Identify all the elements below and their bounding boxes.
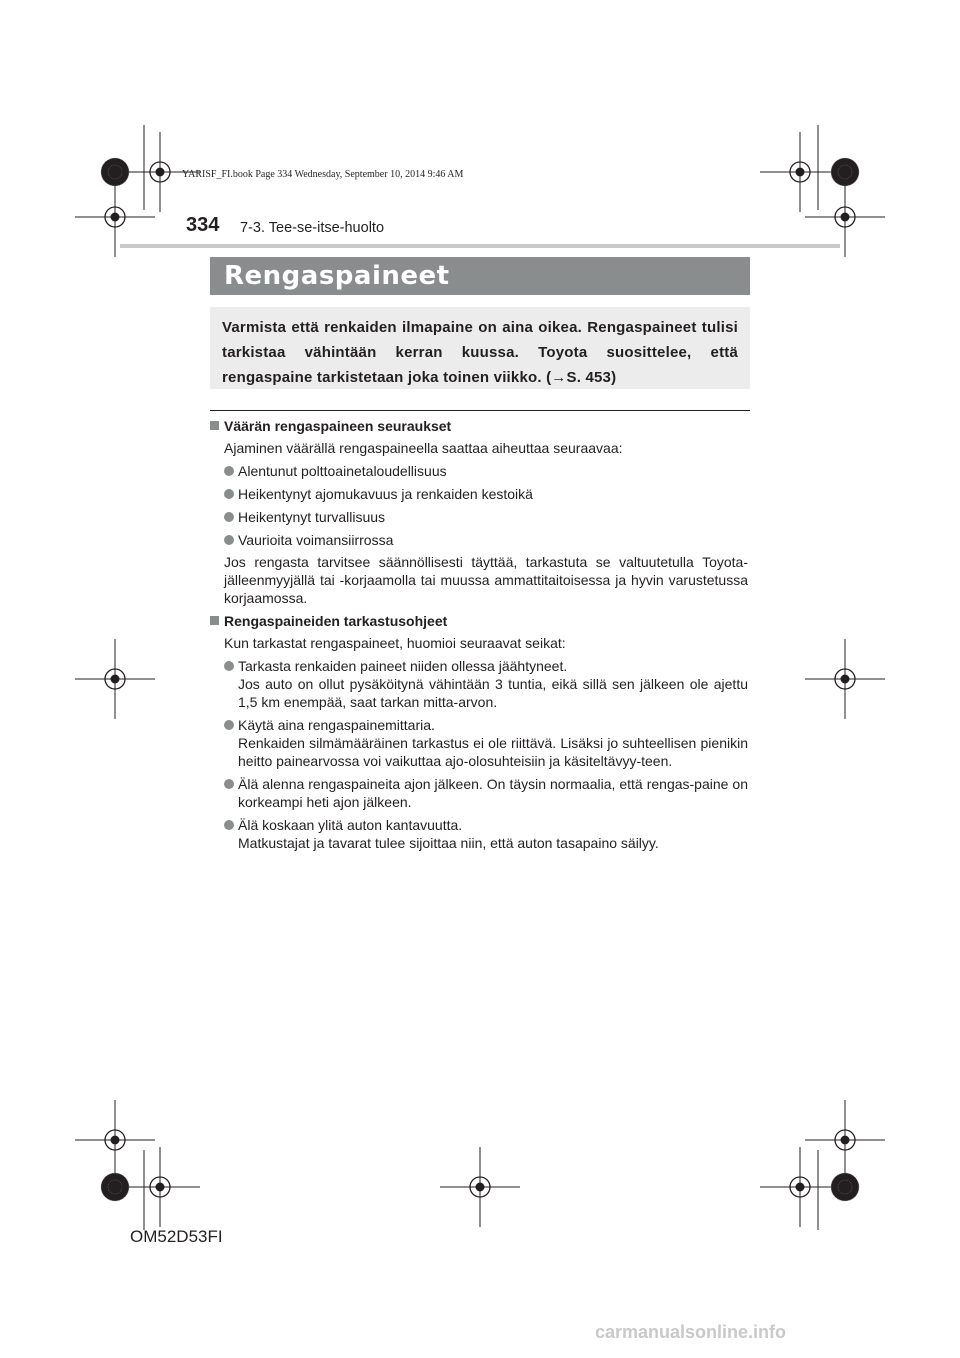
- round-bullet-icon: [224, 820, 234, 830]
- section-lead: Ajaminen väärällä rengaspaineella saattaa aiheuttaa seuraavaa:: [224, 440, 623, 456]
- page-title: Rengaspaineet: [224, 261, 450, 291]
- list-item: Tarkasta renkaiden paineet niiden ollessa jäähtyneet. Jos auto on ollut pysäköitynä vähintään 3 tuntia, eikä sillä sen jälkeen ole ajettu 1,5 km enempää, saat tarkan mitta-arvon.: [224, 657, 748, 711]
- page-number: 334: [186, 214, 220, 236]
- book-info-stamp: YARISF_FI.book Page 334 Wednesday, September 10, 2014 9:46 AM: [182, 169, 464, 180]
- list-item: Älä alenna rengaspaineita ajon jälkeen. On täysin normaalia, että rengas-paine on korkeampi heti ajon jälkeen.: [224, 775, 748, 811]
- round-bullet-icon: [224, 535, 234, 545]
- round-bullet-icon: [224, 512, 234, 522]
- round-bullet-icon: [224, 720, 234, 730]
- round-bullet-icon: [224, 661, 234, 671]
- intro-box: [210, 307, 750, 389]
- list-item: Heikentynyt turvallisuus: [224, 508, 748, 526]
- square-bullet-icon: [210, 616, 219, 625]
- list-item: Alentunut polttoainetaloudellisuus: [224, 462, 748, 480]
- section-heading: Väärän rengaspaineen seuraukset: [210, 417, 748, 435]
- intro-text: Varmista että renkaiden ilmapaine on aina oikea. Rengaspaineet tulisi tarkistaa vähintään kerran kuussa. Toyota suosittelee, että rengaspaine tarkistetaan joka toinen viikko. (→S. 453): [222, 319, 738, 386]
- list-item: Älä koskaan ylitä auton kantavuutta. Matkustajat ja tavarat tulee sijoittaa niin, että auton tasapaino säilyy.: [224, 816, 748, 852]
- round-bullet-icon: [224, 779, 234, 789]
- watermark: carmanualsonline.info: [595, 1322, 787, 1342]
- title-banner: [210, 257, 750, 295]
- content-body: [210, 417, 748, 852]
- list-item: Heikentynyt ajomukavuus ja renkaiden kestoikä: [224, 485, 748, 503]
- manual-code: OM52D53FI: [130, 1227, 223, 1246]
- section-heading: Rengaspaineiden tarkastusohjeet: [210, 612, 748, 630]
- section-lead: Kun tarkastat rengaspaineet, huomioi seuraavat seikat:: [224, 635, 566, 651]
- round-bullet-icon: [224, 466, 234, 476]
- list-item: Vaurioita voimansiirrossa: [224, 531, 748, 549]
- list-item: Käytä aina rengaspainemittaria. Renkaiden silmämääräinen tarkastus ei ole riittävä. Lisäksi jo suhteellisen pienikin heitto painearvossa voi vaikuttaa ajo-olosuhteisiin ja käsiteltävyy-teen.: [224, 716, 748, 770]
- header-rule: [120, 244, 840, 248]
- content-divider: [210, 410, 750, 411]
- section-note: Jos rengasta tarvitsee säännöllisesti täyttää, tarkastuta se valtuutetulla Toyota-jälleenmyyjällä tai -korjaamolla tai muussa ammattitaitoisessa ja hyvin varustetussa korjaamossa.: [224, 554, 748, 606]
- section-label: 7-3. Tee-se-itse-huolto: [240, 220, 385, 236]
- square-bullet-icon: [210, 421, 219, 430]
- round-bullet-icon: [224, 489, 234, 499]
